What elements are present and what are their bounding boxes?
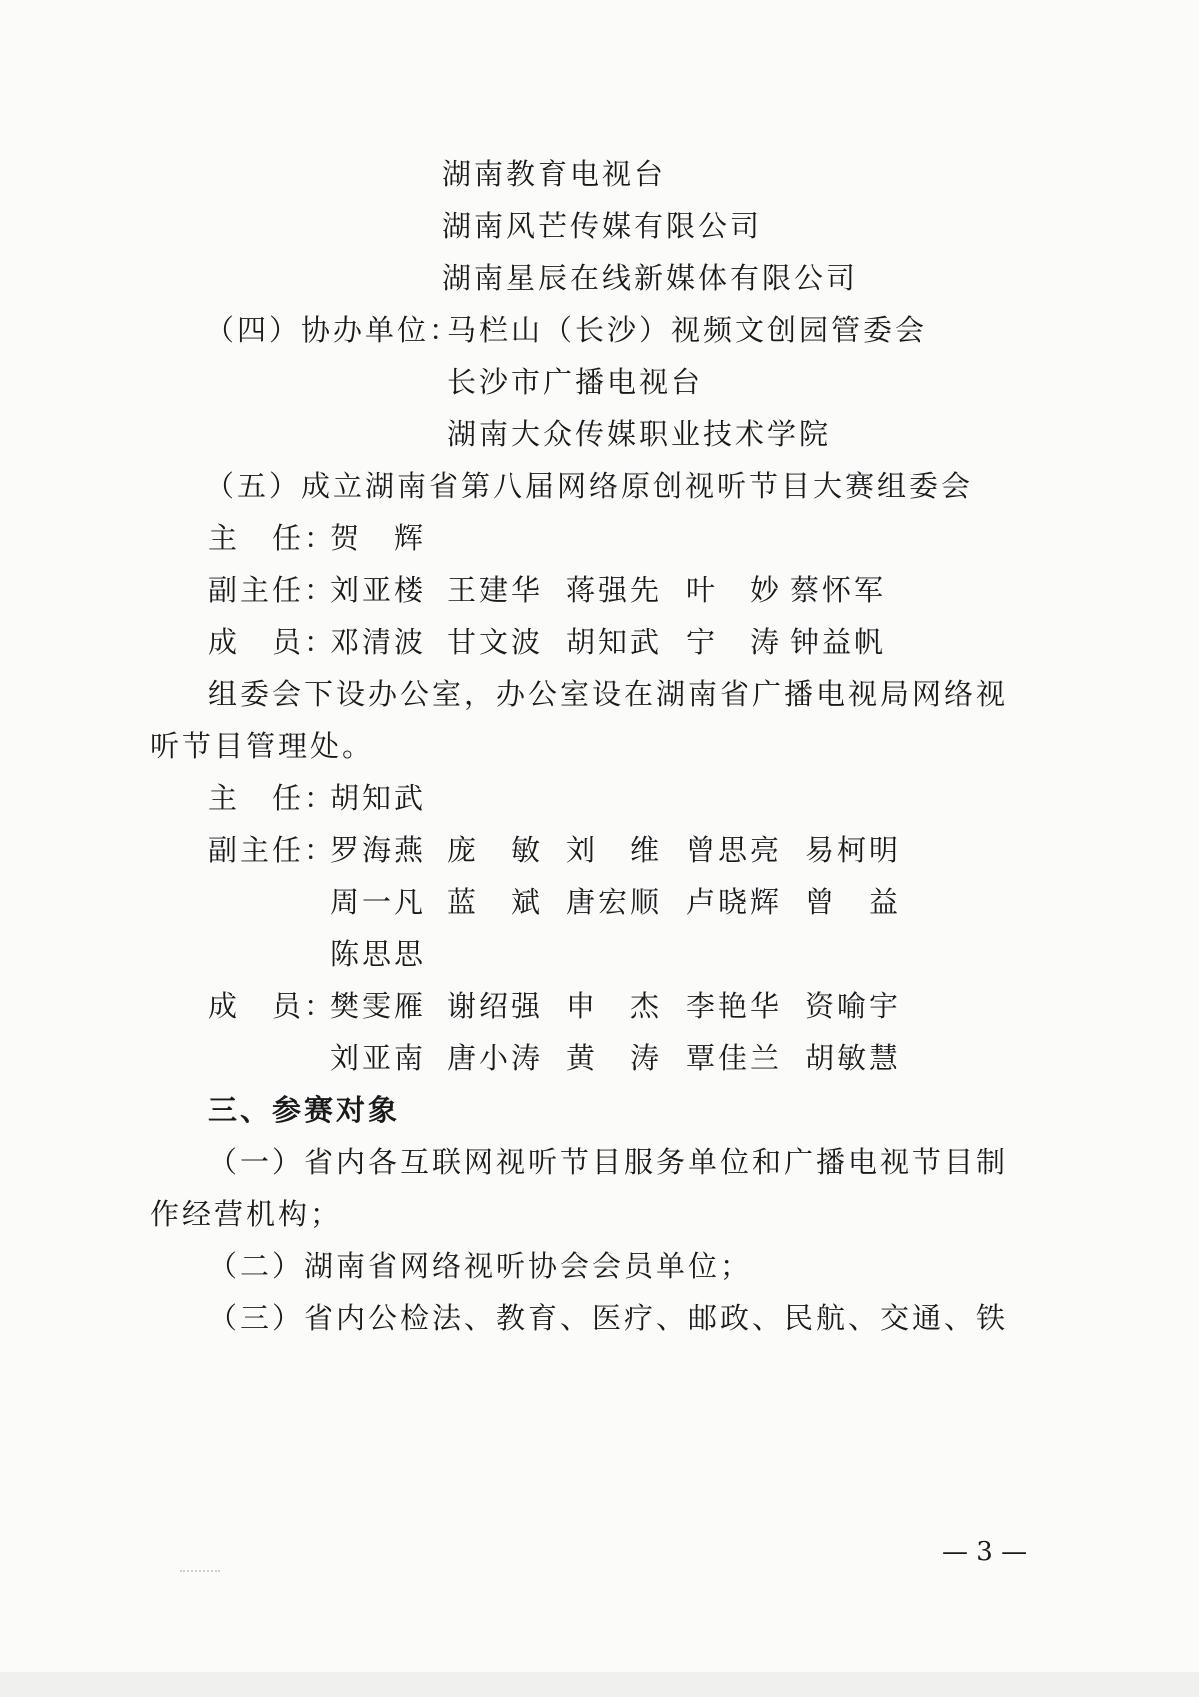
office-deputy-name: 罗海燕 [330,833,427,867]
committee-director-label: 主 任： [208,521,337,555]
office-deputy-name: 陈思思 [330,937,427,971]
co-organizers-heading: （四）协办单位： [205,313,462,347]
committee-member-name: 甘文波 [447,625,544,659]
committee-member-name: 胡知武 [566,625,663,659]
office-deputy-name: 唐宏顺 [566,885,663,919]
office-member-name: 樊雯雁 [330,989,427,1023]
committee-deputy-name: 蔡怀军 [790,573,887,607]
office-member-name: 李艳华 [686,989,783,1023]
office-deputy-name: 易柯明 [805,833,902,867]
office-deputy-name: 庞 敏 [447,833,544,867]
office-member-name: 胡敏慧 [805,1041,902,1075]
office-deputy-name: 曾 益 [805,885,902,919]
committee-deputy-name: 刘亚楼 [330,573,427,607]
committee-member-name: 邓清波 [330,625,427,659]
page-bottom-edge [0,1672,1199,1697]
office-member-name: 黄 涛 [566,1041,663,1075]
office-intro-line-1: 组委会下设办公室，办公室设在湖南省广播电视局网络视 [208,677,1009,711]
office-deputy-name: 蓝 斌 [447,885,544,919]
office-members-label: 成 员： [208,989,337,1023]
committee-member-name: 钟益帆 [790,625,887,659]
section-3-heading: 三、参赛对象 [208,1093,401,1127]
organizer-line-1: 湖南教育电视台 [442,157,667,191]
office-intro-line-2: 听节目管理处。 [150,729,375,763]
office-member-name: 覃佳兰 [686,1041,783,1075]
section-3-item-1-line-1: （一）省内各互联网视听节目服务单位和广播电视节目制 [208,1145,1009,1179]
committee-member-name: 宁 涛 [686,625,783,659]
office-member-name: 谢绍强 [447,989,544,1023]
office-member-name: 刘亚南 [330,1041,427,1075]
section-3-item-3: （三）省内公检法、教育、医疗、邮政、民航、交通、铁 [208,1301,1009,1335]
committee-heading: （五）成立湖南省第八届网络原创视听节目大赛组委会 [205,469,974,503]
committee-deputy-name: 叶 妙 [686,573,783,607]
office-deputy-name: 刘 维 [566,833,663,867]
committee-director: 贺 辉 [330,521,427,555]
co-organizer-line-1: 马栏山（长沙）视频文创园管委会 [447,313,928,347]
co-organizer-line-2: 长沙市广播电视台 [447,365,704,399]
committee-deputy-label: 副主任： [208,573,337,607]
office-member-name: 申 杰 [566,989,663,1023]
organizer-line-3: 湖南星辰在线新媒体有限公司 [442,261,859,295]
page-number: — 3 — [942,1537,1028,1567]
office-deputy-name: 卢晓辉 [686,885,783,919]
organizer-line-2: 湖南风芒传媒有限公司 [442,209,763,243]
committee-deputy-name: 王建华 [447,573,544,607]
committee-deputy-name: 蒋强先 [566,573,663,607]
section-3-item-2: （二）湖南省网络视听协会会员单位； [208,1249,753,1283]
office-member-name: 资喻宇 [805,989,902,1023]
section-3-item-1-line-2: 作经营机构； [150,1197,343,1231]
office-director: 胡知武 [330,781,427,815]
office-member-name: 唐小涛 [447,1041,544,1075]
office-director-label: 主 任： [208,781,337,815]
co-organizer-line-3: 湖南大众传媒职业技术学院 [447,417,832,451]
office-deputy-name: 周一凡 [330,885,427,919]
scan-artifact-divider [180,1570,220,1574]
office-deputy-name: 曾思亮 [686,833,783,867]
office-deputy-label: 副主任： [208,833,337,867]
committee-members-label: 成 员： [208,625,337,659]
